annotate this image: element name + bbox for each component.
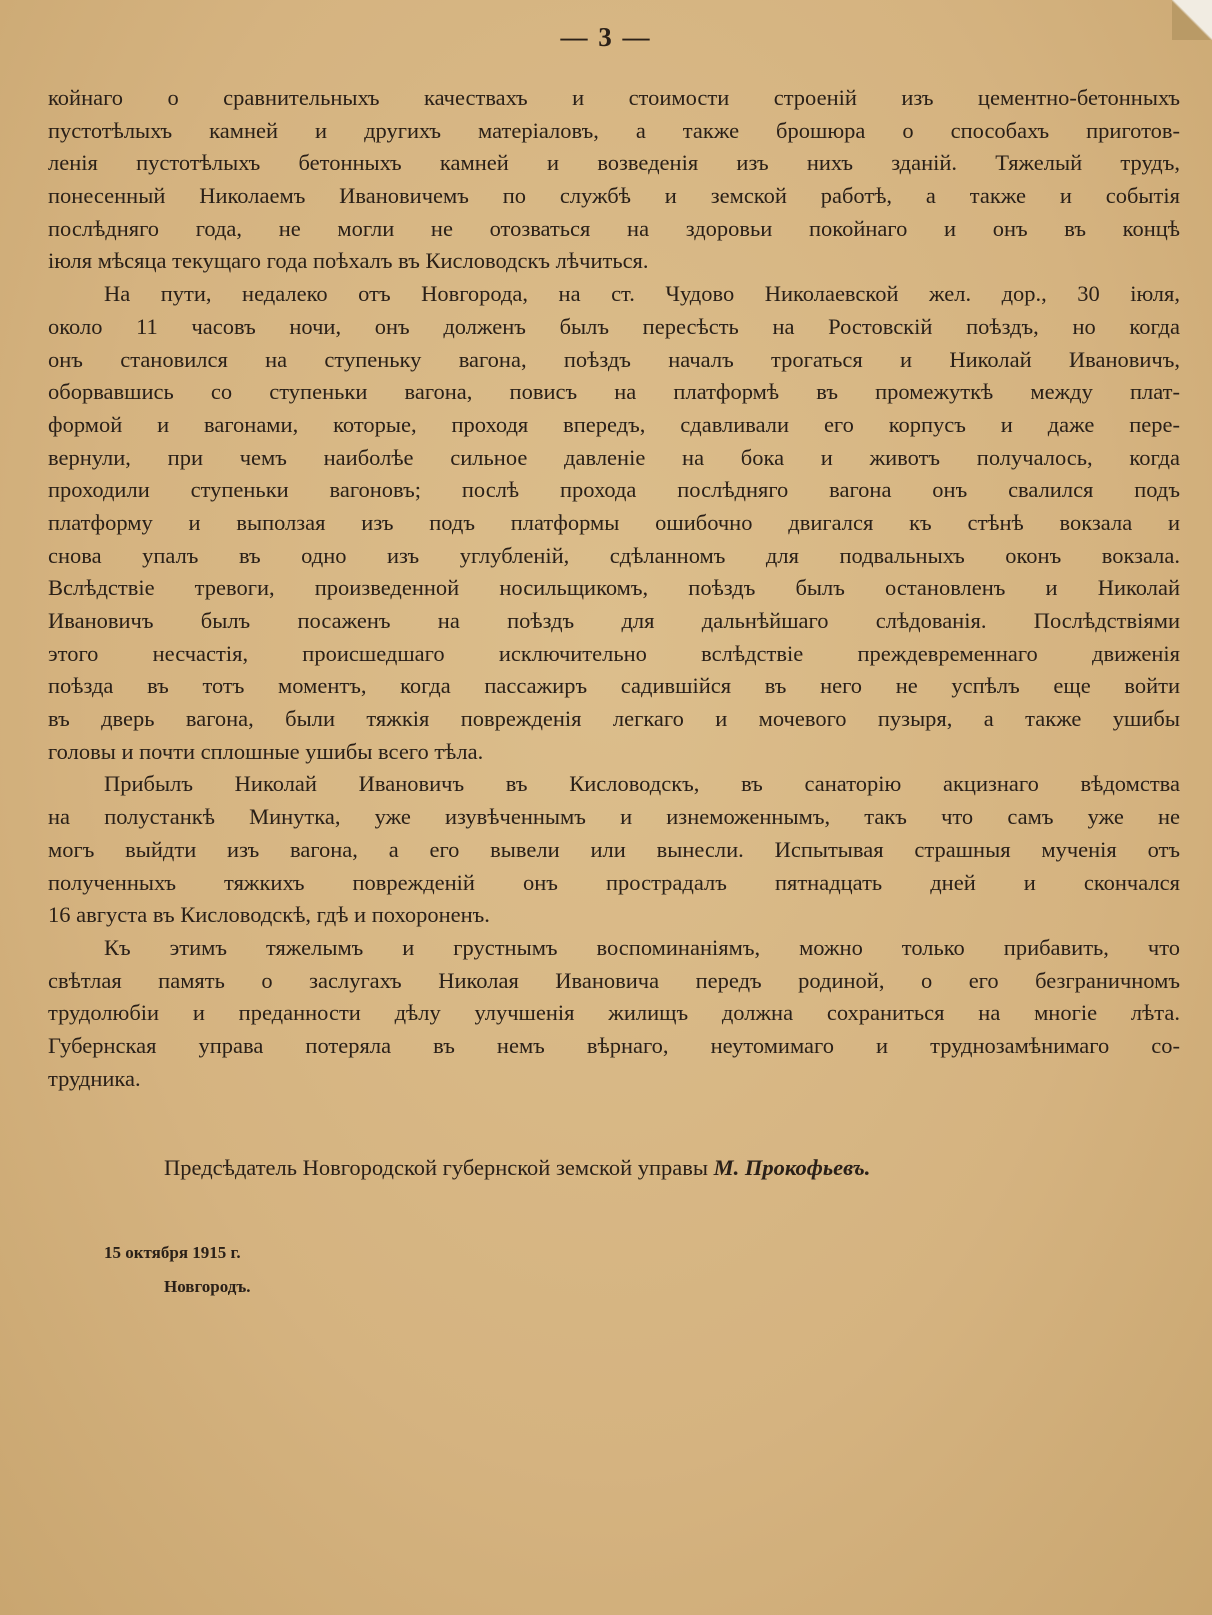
text-line: вернули, при чемъ наиболѣе сильное давленіе на бока и животъ получалось, когда [48, 444, 1180, 470]
signature-name: М. Прокофьевъ. [713, 1155, 871, 1180]
text-line: койнаго о сравнительныхъ качествахъ и стоимости строеній изъ цементно-бетонныхъ [48, 85, 1180, 110]
signature-line [164, 1155, 870, 1181]
text-line: На пути, недалеко отъ Новгорода, на ст. Чудово Николаевской жел. дор., 30 іюля, [104, 281, 1180, 307]
text-line: Губернская управа потеряла въ немъ вѣрнаго, неутомимаго и труднозамѣнимаго со- [48, 1032, 1180, 1058]
document-place: Новгородъ. [164, 1277, 251, 1296]
text-line: головы и почти сплошные ушибы всего тѣла. [48, 738, 484, 764]
document-date: 15 октября 1915 г. [104, 1243, 241, 1262]
text-line: свѣтлая память о заслугахъ Николая Ивановича передъ родиной, о его безграничномъ [48, 967, 1180, 993]
text-line: Къ этимъ тяжелымъ и грустнымъ воспоминаніямъ, можно только прибавить, что [104, 934, 1180, 960]
text-line: пустотѣлыхъ камней и другихъ матеріаловъ, а также брошюра о способахъ приготов- [48, 117, 1180, 143]
text-line: трудника. [48, 1065, 141, 1091]
text-line: Ивановичъ былъ посаженъ на поѣздъ для дальнѣйшаго слѣдованія. Послѣдствіями [48, 608, 1180, 633]
text-line: оборвавшись со ступеньки вагона, повисъ на платформѣ въ промежуткѣ между плат- [48, 379, 1180, 405]
text-line: проходили ступеньки вагоновъ; послѣ прохода послѣдняго вагона онъ свалился подъ [48, 477, 1180, 503]
text-line: Вслѣдствіе тревоги, произведенной носильщикомъ, поѣздъ былъ остановленъ и Николай [48, 575, 1180, 601]
text-line: онъ становился на ступеньку вагона, поѣздъ началъ трогаться и Николай Ивановичъ, [48, 346, 1180, 372]
text-line: іюля мѣсяца текущаго года поѣхалъ въ Кисловодскъ лѣчиться. [48, 248, 649, 274]
text-line: поѣзда въ тотъ моментъ, когда пассажиръ садившійся въ него не успѣлъ еще войти [48, 673, 1180, 699]
text-line: этого несчастія, происшедшаго исключительно вслѣдствіе преждевременнаго движенія [48, 640, 1180, 666]
body-text [48, 82, 1180, 1095]
text-line: могъ выйдти изъ вагона, а его вывели или вынесли. Испытывая страшныя мученія отъ [48, 836, 1180, 862]
text-line: 16 августа въ Кисловодскѣ, гдѣ и похороненъ. [48, 902, 490, 928]
text-line: понесенный Николаемъ Ивановичемъ по службѣ и земской работѣ, а также и событія [48, 183, 1180, 209]
text-line: снова упалъ въ одно изъ углубленій, сдѣланномъ для подвальныхъ оконъ вокзала. [48, 542, 1180, 568]
signature-title: Предсѣдатель Новгородской губернской земской управы [164, 1155, 709, 1180]
text-line: послѣдняго года, не могли не отозваться на здоровьи покойнаго и онъ въ концѣ [48, 215, 1180, 241]
text-line: ленія пустотѣлыхъ бетонныхъ камней и возведенія изъ нихъ зданій. Тяжелый трудъ, [48, 150, 1180, 176]
text-line: формой и вагонами, которые, проходя впередъ, сдавливали его корпусъ и даже пере- [48, 411, 1180, 437]
text-line: Прибылъ Николай Ивановичъ въ Кисловодскъ, въ санаторію акцизнаго вѣдомства [104, 771, 1180, 797]
text-line: трудолюбіи и преданности дѣлу улучшенія жилищъ должна сохраниться на многіе лѣта. [48, 1000, 1180, 1026]
text-line: на полустанкѣ Минутка, уже изувѣченнымъ и изнеможеннымъ, такъ что самъ уже не [48, 804, 1180, 830]
page-number: — 3 — [560, 22, 652, 52]
text-line: полученныхъ тяжкихъ поврежденій онъ прострадалъ пятнадцать дней и скончался [48, 869, 1180, 895]
text-line: въ дверь вагона, были тяжкія поврежденія легкаго и мочевого пузыря, а также ушибы [48, 706, 1180, 732]
text-line: платформу и выползая изъ подъ платформы ошибочно двигался къ стѣнѣ вокзала и [48, 509, 1180, 535]
text-line: около 11 часовъ ночи, онъ долженъ былъ пересѣсть на Ростовскій поѣздъ, но когда [48, 313, 1180, 339]
